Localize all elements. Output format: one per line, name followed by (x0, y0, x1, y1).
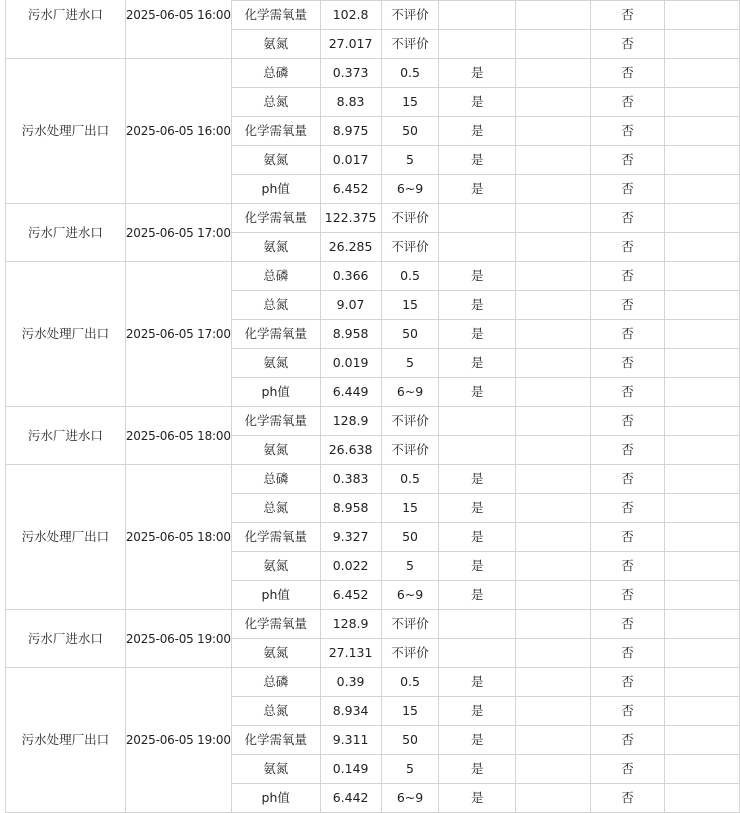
exceeded-cell: 否 (590, 436, 665, 465)
compliant-cell: 是 (439, 262, 516, 291)
blank-cell (516, 320, 591, 349)
compliant-cell: 是 (439, 784, 516, 813)
limit-cell: 5 (381, 349, 439, 378)
value-cell: 6.449 (320, 378, 381, 407)
limit-cell: 不评价 (381, 610, 439, 639)
value-cell: 8.958 (320, 320, 381, 349)
blank-cell (665, 552, 740, 581)
value-cell: 0.383 (320, 465, 381, 494)
blank-cell (516, 465, 591, 494)
indicator-cell: 总磷 (231, 465, 320, 494)
blank-cell (665, 1, 740, 30)
exceeded-cell: 否 (590, 30, 665, 59)
blank-cell (665, 465, 740, 494)
compliant-cell: 是 (439, 117, 516, 146)
value-cell: 6.452 (320, 581, 381, 610)
blank-cell (665, 349, 740, 378)
location-cell: 污水处理厂出口 (6, 59, 126, 204)
compliant-cell (439, 610, 516, 639)
indicator-cell: 总磷 (231, 668, 320, 697)
value-cell: 27.131 (320, 639, 381, 668)
blank-cell (516, 378, 591, 407)
indicator-cell: 氨氮 (231, 639, 320, 668)
blank-cell (516, 436, 591, 465)
value-cell: 128.9 (320, 610, 381, 639)
indicator-cell: 化学需氧量 (231, 726, 320, 755)
value-cell: 9.327 (320, 523, 381, 552)
blank-cell (516, 88, 591, 117)
blank-cell (516, 726, 591, 755)
value-cell: 0.39 (320, 668, 381, 697)
blank-cell (665, 291, 740, 320)
limit-cell: 50 (381, 726, 439, 755)
exceeded-cell: 否 (590, 262, 665, 291)
table-row (6, 262, 740, 291)
blank-cell (516, 668, 591, 697)
indicator-cell: 氨氮 (231, 436, 320, 465)
indicator-cell: 化学需氧量 (231, 320, 320, 349)
limit-cell: 6~9 (381, 581, 439, 610)
compliant-cell: 是 (439, 146, 516, 175)
compliant-cell: 是 (439, 320, 516, 349)
table-row (6, 407, 740, 436)
limit-cell: 不评价 (381, 30, 439, 59)
indicator-cell: 总磷 (231, 59, 320, 88)
monitoring-time-cell: 2025-06-05 16:00 (125, 0, 231, 59)
blank-cell (665, 204, 740, 233)
indicator-cell: 总磷 (231, 262, 320, 291)
exceeded-cell: 否 (590, 1, 665, 30)
blank-cell (516, 30, 591, 59)
exceeded-cell: 否 (590, 88, 665, 117)
indicator-cell: ph值 (231, 581, 320, 610)
blank-cell (665, 639, 740, 668)
exceeded-cell: 否 (590, 349, 665, 378)
blank-cell (665, 436, 740, 465)
blank-cell (665, 175, 740, 204)
blank-cell (516, 697, 591, 726)
blank-cell (516, 639, 591, 668)
limit-cell: 0.5 (381, 262, 439, 291)
exceeded-cell: 否 (590, 407, 665, 436)
blank-cell (516, 494, 591, 523)
exceeded-cell: 否 (590, 378, 665, 407)
exceeded-cell: 否 (590, 697, 665, 726)
blank-cell (516, 610, 591, 639)
value-cell: 0.149 (320, 755, 381, 784)
blank-cell (516, 755, 591, 784)
table-body (6, 0, 740, 813)
blank-cell (665, 697, 740, 726)
exceeded-cell: 否 (590, 465, 665, 494)
location-cell: 污水厂进水口 (6, 407, 126, 465)
exceeded-cell: 否 (590, 639, 665, 668)
compliant-cell (439, 639, 516, 668)
blank-cell (516, 1, 591, 30)
compliant-cell: 是 (439, 59, 516, 88)
blank-cell (516, 581, 591, 610)
exceeded-cell: 否 (590, 59, 665, 88)
indicator-cell: 化学需氧量 (231, 117, 320, 146)
blank-cell (665, 378, 740, 407)
exceeded-cell: 否 (590, 610, 665, 639)
limit-cell: 6~9 (381, 175, 439, 204)
blank-cell (665, 407, 740, 436)
blank-cell (665, 494, 740, 523)
compliant-cell: 是 (439, 755, 516, 784)
exceeded-cell: 否 (590, 784, 665, 813)
blank-cell (516, 407, 591, 436)
value-cell: 102.8 (320, 1, 381, 30)
limit-cell: 5 (381, 146, 439, 175)
blank-cell (516, 204, 591, 233)
value-cell: 6.442 (320, 784, 381, 813)
monitoring-time-cell: 2025-06-05 16:00 (125, 59, 231, 204)
monitoring-data-table (5, 0, 740, 813)
blank-cell (665, 117, 740, 146)
table-row (6, 465, 740, 494)
table-row (6, 59, 740, 88)
value-cell: 8.958 (320, 494, 381, 523)
blank-cell (665, 726, 740, 755)
indicator-cell: 化学需氧量 (231, 610, 320, 639)
location-cell: 污水处理厂出口 (6, 262, 126, 407)
compliant-cell (439, 30, 516, 59)
limit-cell: 15 (381, 88, 439, 117)
blank-cell (665, 233, 740, 262)
exceeded-cell: 否 (590, 668, 665, 697)
table-row (6, 610, 740, 639)
blank-cell (516, 175, 591, 204)
limit-cell: 不评价 (381, 436, 439, 465)
compliant-cell: 是 (439, 349, 516, 378)
indicator-cell: 总氮 (231, 291, 320, 320)
compliant-cell (439, 1, 516, 30)
monitoring-time-cell: 2025-06-05 19:00 (125, 668, 231, 813)
blank-cell (665, 610, 740, 639)
compliant-cell: 是 (439, 668, 516, 697)
compliant-cell (439, 204, 516, 233)
value-cell: 8.975 (320, 117, 381, 146)
location-cell: 污水厂进水口 (6, 0, 126, 59)
indicator-cell: 化学需氧量 (231, 523, 320, 552)
indicator-cell: 氨氮 (231, 755, 320, 784)
compliant-cell (439, 233, 516, 262)
limit-cell: 不评价 (381, 204, 439, 233)
limit-cell: 0.5 (381, 59, 439, 88)
value-cell: 0.366 (320, 262, 381, 291)
compliant-cell (439, 436, 516, 465)
limit-cell: 6~9 (381, 378, 439, 407)
blank-cell (665, 784, 740, 813)
limit-cell: 15 (381, 494, 439, 523)
limit-cell: 50 (381, 320, 439, 349)
compliant-cell: 是 (439, 494, 516, 523)
compliant-cell: 是 (439, 378, 516, 407)
value-cell: 8.934 (320, 697, 381, 726)
value-cell: 27.017 (320, 30, 381, 59)
limit-cell: 50 (381, 117, 439, 146)
blank-cell (516, 117, 591, 146)
monitoring-time-cell: 2025-06-05 18:00 (125, 407, 231, 465)
blank-cell (665, 59, 740, 88)
limit-cell: 不评价 (381, 639, 439, 668)
limit-cell: 15 (381, 291, 439, 320)
compliant-cell (439, 407, 516, 436)
value-cell: 9.311 (320, 726, 381, 755)
indicator-cell: 总氮 (231, 494, 320, 523)
value-cell: 122.375 (320, 204, 381, 233)
exceeded-cell: 否 (590, 175, 665, 204)
indicator-cell: 氨氮 (231, 349, 320, 378)
exceeded-cell: 否 (590, 117, 665, 146)
value-cell: 6.452 (320, 175, 381, 204)
indicator-cell: ph值 (231, 378, 320, 407)
exceeded-cell: 否 (590, 552, 665, 581)
limit-cell: 不评价 (381, 233, 439, 262)
exceeded-cell: 否 (590, 320, 665, 349)
limit-cell: 5 (381, 755, 439, 784)
blank-cell (516, 523, 591, 552)
limit-cell: 15 (381, 697, 439, 726)
blank-cell (516, 262, 591, 291)
limit-cell: 0.5 (381, 668, 439, 697)
indicator-cell: 总氮 (231, 88, 320, 117)
exceeded-cell: 否 (590, 523, 665, 552)
exceeded-cell: 否 (590, 581, 665, 610)
value-cell: 26.638 (320, 436, 381, 465)
limit-cell: 6~9 (381, 784, 439, 813)
value-cell: 0.017 (320, 146, 381, 175)
compliant-cell: 是 (439, 88, 516, 117)
indicator-cell: 总氮 (231, 697, 320, 726)
compliant-cell: 是 (439, 581, 516, 610)
blank-cell (516, 146, 591, 175)
blank-cell (516, 233, 591, 262)
exceeded-cell: 否 (590, 146, 665, 175)
blank-cell (665, 320, 740, 349)
blank-cell (665, 523, 740, 552)
blank-cell (516, 59, 591, 88)
blank-cell (665, 88, 740, 117)
blank-cell (516, 349, 591, 378)
blank-cell (516, 552, 591, 581)
compliant-cell: 是 (439, 291, 516, 320)
indicator-cell: 化学需氧量 (231, 1, 320, 30)
exceeded-cell: 否 (590, 291, 665, 320)
location-cell: 污水厂进水口 (6, 204, 126, 262)
monitoring-time-cell: 2025-06-05 17:00 (125, 204, 231, 262)
blank-cell (665, 668, 740, 697)
compliant-cell: 是 (439, 175, 516, 204)
table-row (6, 668, 740, 697)
indicator-cell: ph值 (231, 175, 320, 204)
indicator-cell: 氨氮 (231, 146, 320, 175)
indicator-cell: 化学需氧量 (231, 407, 320, 436)
monitoring-time-cell: 2025-06-05 18:00 (125, 465, 231, 610)
location-cell: 污水厂进水口 (6, 610, 126, 668)
blank-cell (516, 784, 591, 813)
value-cell: 8.83 (320, 88, 381, 117)
exceeded-cell: 否 (590, 233, 665, 262)
blank-cell (665, 755, 740, 784)
blank-cell (516, 291, 591, 320)
blank-cell (665, 30, 740, 59)
compliant-cell: 是 (439, 726, 516, 755)
indicator-cell: 氨氮 (231, 233, 320, 262)
blank-cell (665, 581, 740, 610)
exceeded-cell: 否 (590, 755, 665, 784)
exceeded-cell: 否 (590, 726, 665, 755)
monitoring-time-cell: 2025-06-05 19:00 (125, 610, 231, 668)
limit-cell: 不评价 (381, 1, 439, 30)
exceeded-cell: 否 (590, 204, 665, 233)
value-cell: 0.022 (320, 552, 381, 581)
compliant-cell: 是 (439, 465, 516, 494)
indicator-cell: ph值 (231, 784, 320, 813)
exceeded-cell: 否 (590, 494, 665, 523)
indicator-cell: 氨氮 (231, 552, 320, 581)
limit-cell: 50 (381, 523, 439, 552)
limit-cell: 不评价 (381, 407, 439, 436)
table-row (6, 204, 740, 233)
indicator-cell: 化学需氧量 (231, 204, 320, 233)
compliant-cell: 是 (439, 552, 516, 581)
value-cell: 128.9 (320, 407, 381, 436)
blank-cell (665, 262, 740, 291)
value-cell: 0.373 (320, 59, 381, 88)
location-cell: 污水处理厂出口 (6, 465, 126, 610)
monitoring-time-cell: 2025-06-05 17:00 (125, 262, 231, 407)
indicator-cell: 氨氮 (231, 30, 320, 59)
value-cell: 26.285 (320, 233, 381, 262)
limit-cell: 0.5 (381, 465, 439, 494)
compliant-cell: 是 (439, 697, 516, 726)
compliant-cell: 是 (439, 523, 516, 552)
location-cell: 污水处理厂出口 (6, 668, 126, 813)
blank-cell (665, 146, 740, 175)
limit-cell: 5 (381, 552, 439, 581)
value-cell: 9.07 (320, 291, 381, 320)
value-cell: 0.019 (320, 349, 381, 378)
